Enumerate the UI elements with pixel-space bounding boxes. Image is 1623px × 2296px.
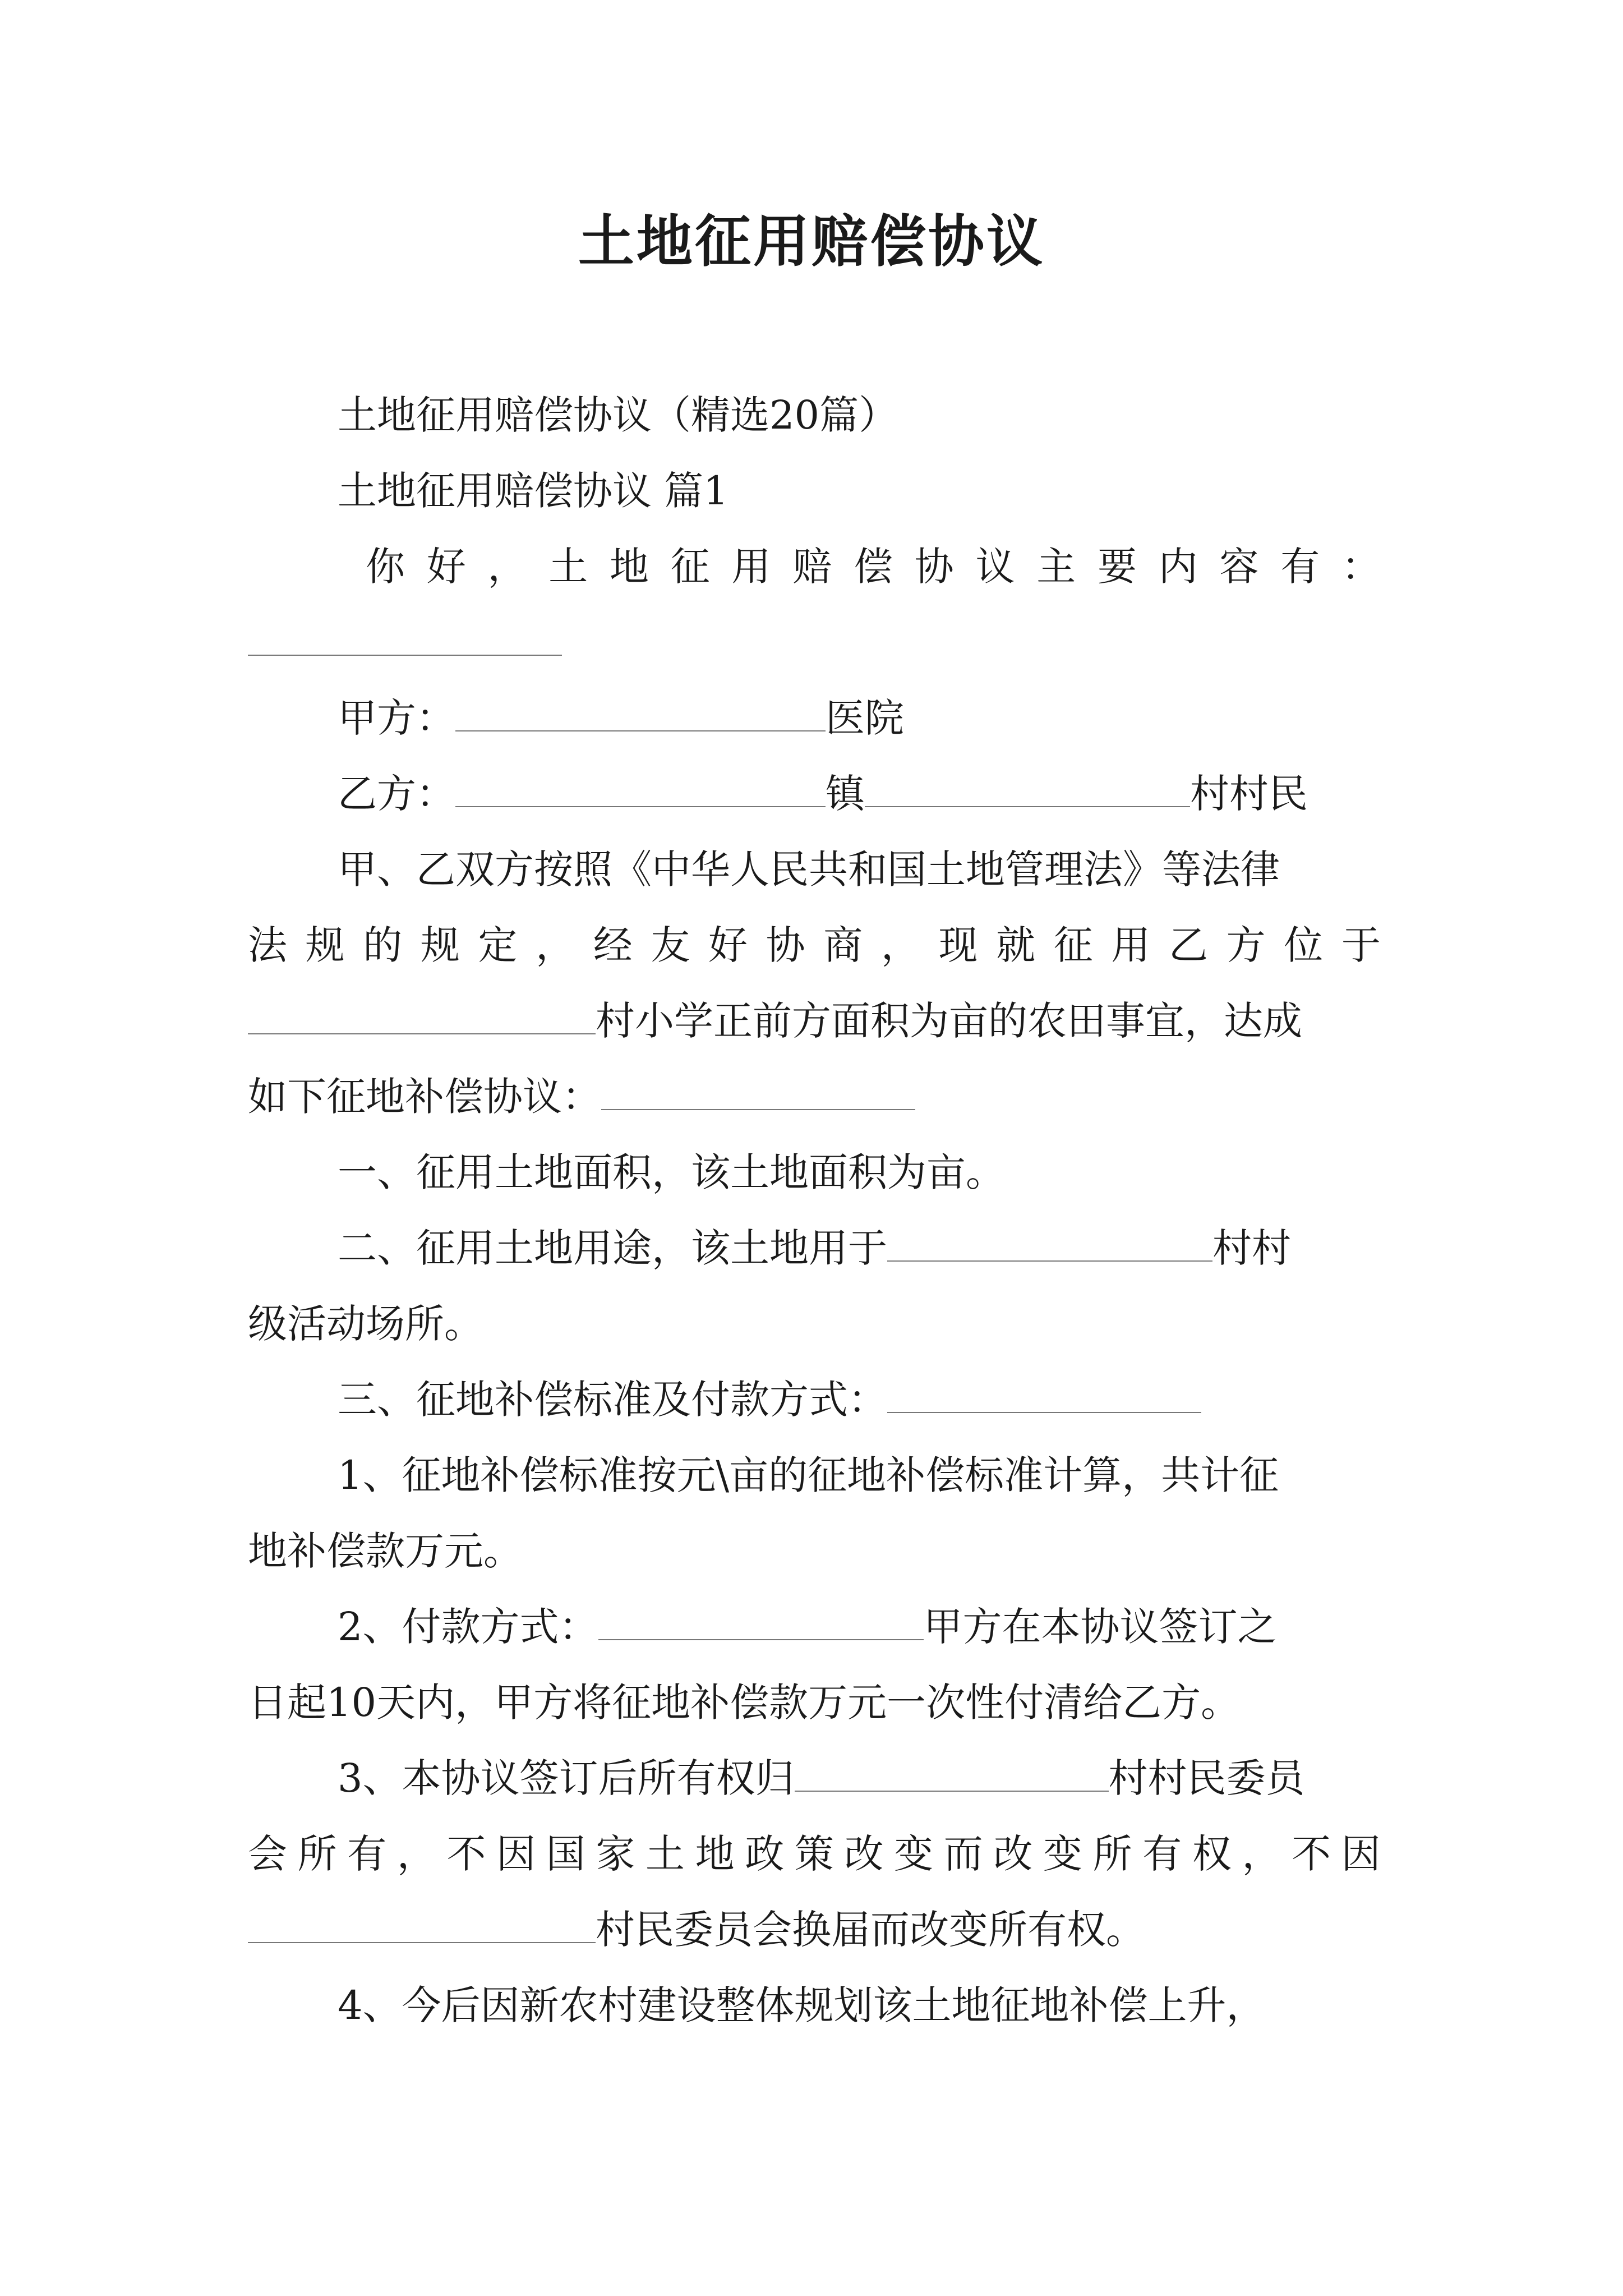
paragraph-1-line-4 [248, 1069, 1381, 1125]
blank-field [601, 1075, 915, 1110]
paragraph-1-line-3 [248, 993, 1381, 1049]
paragraph-1-line-3-text: 村小学正前方面积为亩的农田事宜，达成 [596, 998, 1302, 1044]
text-char: 所 [1092, 1831, 1132, 1877]
item-2-prefix: 二、征用土地用途，该土地用于 [338, 1225, 887, 1271]
text-char: ， [487, 544, 527, 590]
text-char: 协 [914, 544, 954, 590]
article-heading: 土地征用赔偿协议 篇1 [338, 468, 728, 514]
paragraph-1-line-1: 甲、乙双方按照《中华人民共和国土地管理法》等法律 [338, 846, 1280, 892]
blank-field [865, 772, 1190, 807]
paragraph-1-line-2 [248, 917, 1381, 973]
text-char: 会 [248, 1831, 287, 1877]
text-char: ， [1242, 1831, 1281, 1877]
text-char: 变 [1043, 1831, 1082, 1877]
text-char: 不 [446, 1831, 486, 1877]
sub-item-2-suffix: 甲方在本协议签订之 [923, 1604, 1277, 1650]
party-a-line [248, 690, 1381, 746]
text-char: 用 [1111, 922, 1151, 968]
text-char: 因 [496, 1831, 536, 1877]
text-char: 现 [938, 922, 978, 968]
text-char: 商 [823, 922, 863, 968]
text-char: 就 [996, 922, 1036, 968]
text-char: 于 [1341, 922, 1381, 968]
item-2-line-1 [248, 1220, 1381, 1276]
text-char: 土 [645, 1831, 685, 1877]
sub-item-1-line-2: 地补偿款万元。 [248, 1528, 523, 1574]
text-char: 经 [593, 922, 633, 968]
text-char: 偿 [854, 544, 893, 590]
item-1: 一、征用土地面积，该土地面积为亩。 [338, 1149, 1005, 1195]
sub-item-2-line-2: 日起10天内，甲方将征地补偿款万元一次性付清给乙方。 [248, 1680, 1241, 1726]
text-char: 国 [546, 1831, 585, 1877]
blank-field [887, 1227, 1212, 1262]
text-char: ， [536, 922, 575, 968]
text-char: ： [1341, 544, 1381, 590]
text-char: 方 [1226, 922, 1266, 968]
item-3 [248, 1372, 1381, 1428]
blank-field [248, 621, 562, 656]
blank-field [795, 1757, 1109, 1792]
blank-field [248, 1908, 596, 1943]
text-char: 政 [745, 1831, 785, 1877]
sub-item-3-line-3-text: 村民委员会换届而改变所有权。 [596, 1907, 1145, 1953]
blank-field [598, 1605, 924, 1640]
text-char: 不 [1292, 1831, 1331, 1877]
text-char: 协 [766, 922, 805, 968]
text-char: ， [396, 1831, 436, 1877]
text-char: 而 [943, 1831, 983, 1877]
text-char: ， [880, 922, 920, 968]
sub-item-3-prefix: 3、本协议签订后所有权归 [338, 1755, 795, 1801]
text-char: 改 [844, 1831, 884, 1877]
party-a-suffix: 医院 [826, 695, 904, 741]
text-char: 策 [794, 1831, 834, 1877]
sub-item-1-line-1: 1、征地补偿标准按元\亩的征地补偿标准计算，共计征 [338, 1452, 1279, 1498]
text-char: 议 [975, 544, 1015, 590]
text-char: 规 [420, 922, 460, 968]
text-char: 要 [1098, 544, 1137, 590]
text-char: 友 [651, 922, 690, 968]
blank-field [248, 1000, 596, 1034]
party-b-line [248, 766, 1381, 822]
text-char: 征 [1053, 922, 1093, 968]
text-char: 容 [1219, 544, 1259, 590]
text-char: 变 [894, 1831, 934, 1877]
blank-field [887, 1378, 1201, 1413]
text-char: 的 [363, 922, 403, 968]
text-char: 有 [1142, 1831, 1182, 1877]
text-char: 主 [1036, 544, 1076, 590]
blank-field [455, 697, 826, 731]
text-char: 地 [610, 544, 649, 590]
text-char: 定 [478, 922, 518, 968]
blank-field [455, 772, 826, 807]
text-char: 地 [695, 1831, 735, 1877]
sub-item-3-line-2 [248, 1826, 1381, 1882]
party-a-label: 甲方： [338, 695, 455, 741]
text-char: 规 [305, 922, 345, 968]
text-char: 用 [731, 544, 771, 590]
sub-item-3-suffix: 村村民委员 [1108, 1755, 1305, 1801]
text-char: 你 [366, 544, 405, 590]
text-char: 好 [426, 544, 466, 590]
text-char: 土 [548, 544, 588, 590]
text-char: 改 [993, 1831, 1033, 1877]
text-char: 所 [297, 1831, 337, 1877]
sub-item-3-line-3 [248, 1902, 1381, 1958]
intro-line [366, 539, 1381, 595]
item-2-line-2: 级活动场所。 [248, 1301, 483, 1347]
text-char: 征 [670, 544, 710, 590]
sub-item-2-prefix: 2、付款方式： [338, 1604, 598, 1650]
text-char: 家 [596, 1831, 635, 1877]
text-char: 赔 [792, 544, 832, 590]
item-3-text: 三、征地补偿标准及付款方式： [338, 1377, 887, 1423]
intro-blank-line [248, 614, 1381, 670]
text-char: 内 [1158, 544, 1198, 590]
document-title: 土地征用赔偿协议 [578, 208, 1045, 274]
party-b-label: 乙方： [338, 771, 455, 817]
item-2-suffix: 村村 [1212, 1225, 1291, 1271]
text-char: 权 [1192, 1831, 1232, 1877]
sub-item-2-line-1 [248, 1599, 1381, 1655]
text-char: 因 [1341, 1831, 1381, 1877]
text-char: 有 [1280, 544, 1320, 590]
sub-item-3-line-1 [248, 1750, 1381, 1806]
party-b-suffix: 村村民 [1190, 771, 1308, 817]
sub-item-4-line-1: 4、今后因新农村建设整体规划该土地征地补偿上升， [338, 1982, 1266, 2028]
text-char: 有 [347, 1831, 387, 1877]
text-char: 好 [708, 922, 748, 968]
party-b-mid: 镇 [826, 771, 865, 817]
text-char: 法 [248, 922, 287, 968]
text-char: 位 [1284, 922, 1324, 968]
text-char: 乙 [1169, 922, 1208, 968]
paragraph-1-line-4-text: 如下征地补偿协议： [248, 1074, 601, 1120]
document-subtitle: 土地征用赔偿协议（精选20篇） [338, 392, 898, 438]
